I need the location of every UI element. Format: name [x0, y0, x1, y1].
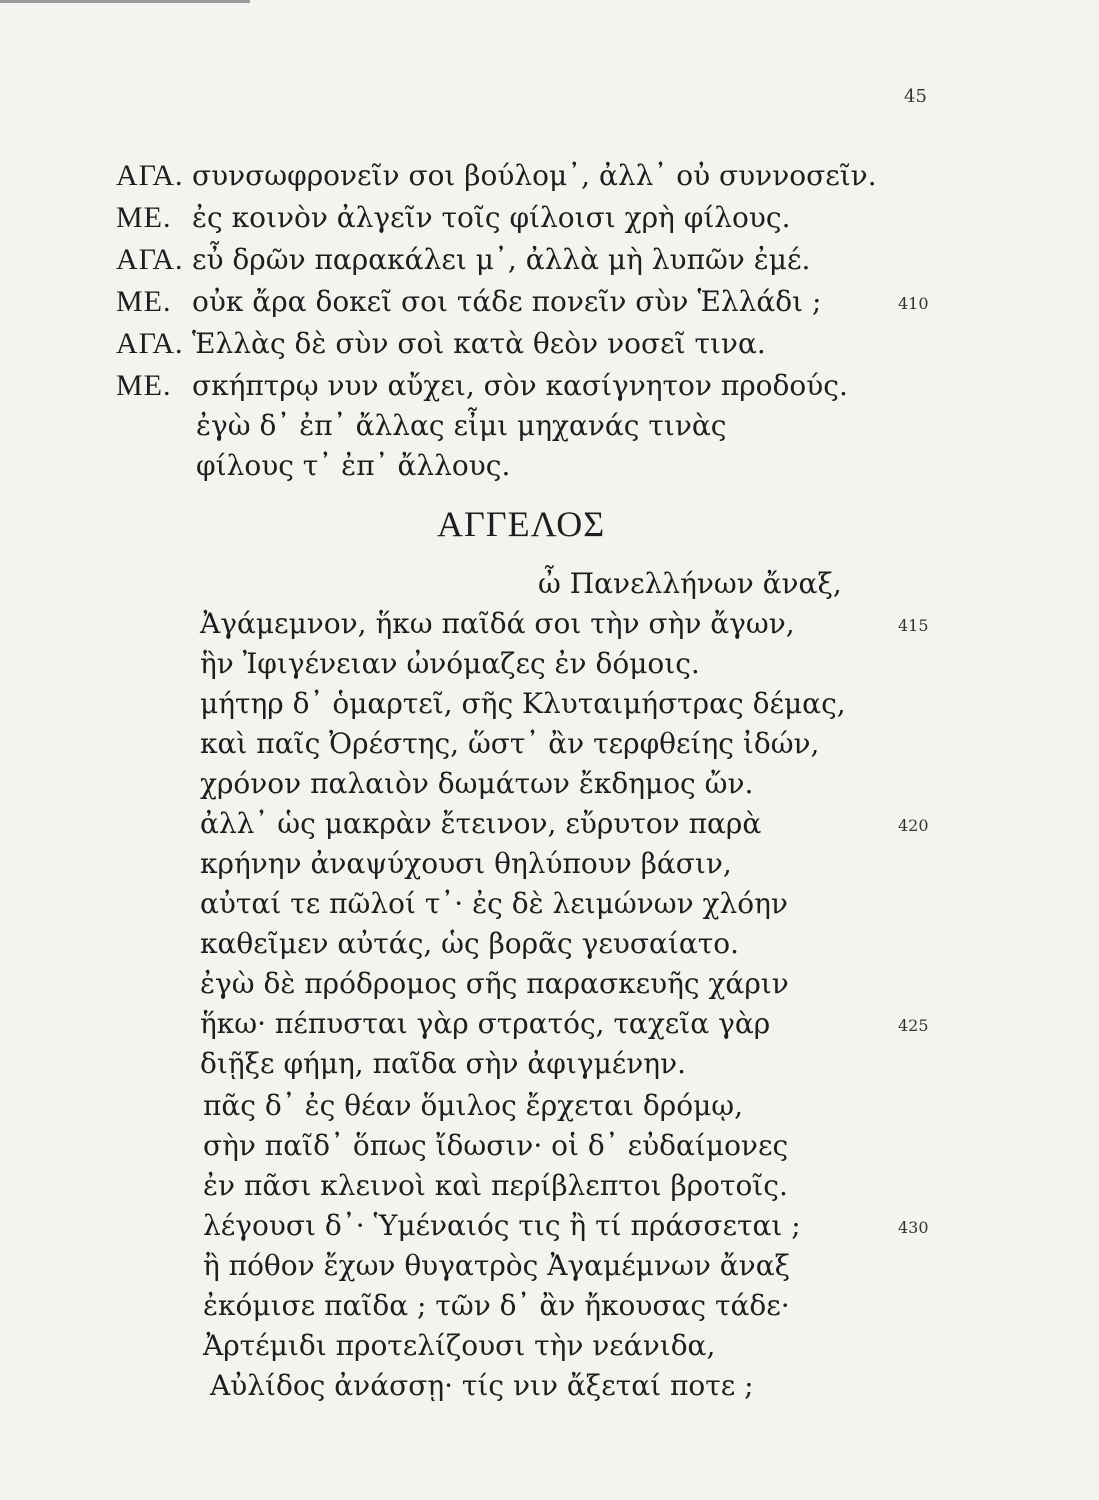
verse-line: σὴν παῖδ᾽ ὅπως ἴδωσιν· οἱ δ᾽ εὐδαίμονες	[203, 1129, 789, 1162]
top-rule	[0, 0, 250, 3]
verse-line: Ἀρτέμιδι προτελίζουσι τὴν νεάνιδα,	[203, 1329, 716, 1362]
speaker-label: ΑΓΑ.	[116, 327, 184, 360]
speaker-label: ΑΓΑ.	[116, 243, 184, 276]
verse-line: λέγουσι δ᾽· Ὑμέναιός τις ἢ τί πράσσεται ;	[203, 1209, 801, 1242]
line-number: 420	[898, 816, 929, 835]
line-number: 430	[898, 1218, 929, 1237]
section-heading: ΑΓΓΕΛΟΣ	[437, 504, 606, 544]
verse-line: διῇξε φήμη, παῖδα σὴν ἀφιγμένην.	[200, 1047, 687, 1080]
page-number: 45	[904, 86, 927, 107]
speaker-label: ΜΕ.	[116, 201, 172, 234]
speaker-label: ΜΕ.	[116, 285, 172, 318]
verse-line: αὐταί τε πῶλοί τ᾽· ἐς δὲ λειμώνων χλόην	[200, 887, 788, 920]
verse-line: φίλους τ᾽ ἐπ᾽ ἄλλους.	[196, 449, 511, 482]
verse-line: ἢ πόθον ἔχων θυγατρὸς Ἀγαμέμνων ἄναξ	[203, 1249, 791, 1282]
verse-line: καὶ παῖς Ὀρέστης, ὥστ᾽ ἂν τερφθείης ἰδών,	[200, 727, 820, 760]
verse-line: εὖ δρῶν παρακάλει μ᾽, ἀλλὰ μὴ λυπῶν ἐμέ.	[192, 243, 811, 276]
speaker-label: ΜΕ.	[116, 369, 172, 402]
verse-line: χρόνον παλαιὸν δωμάτων ἔκδημος ὤν.	[200, 767, 754, 800]
verse-line: Αὐλίδος ἀνάσσῃ· τίς νιν ἄξεταί ποτε ;	[210, 1369, 754, 1402]
verse-line: Ἀγάμεμνον, ἥκω παῖδά σοι τὴν σὴν ἄγων,	[200, 607, 795, 640]
line-number: 410	[898, 294, 929, 313]
verse-line: ὦ Πανελλήνων ἄναξ,	[538, 567, 842, 600]
verse-line: οὐκ ἄρα δοκεῖ σοι τάδε πονεῖν σὺν Ἑλλάδι ;	[192, 285, 822, 318]
verse-line: ἐς κοινὸν ἀλγεῖν τοῖς φίλοισι χρὴ φίλους.	[192, 201, 791, 234]
verse-line: Ἑλλὰς δὲ σὺν σοὶ κατὰ θεὸν νοσεῖ τινα.	[192, 327, 766, 360]
verse-line: ἐκόμισε παῖδα ; τῶν δ᾽ ἂν ἤκουσας τάδε·	[203, 1289, 790, 1322]
verse-line: ἐγὼ δ᾽ ἐπ᾽ ἄλλας εἶμι μηχανάς τινὰς	[196, 409, 727, 442]
verse-line: μήτηρ δ᾽ ὁμαρτεῖ, σῆς Κλυταιμήστρας δέμας,	[200, 687, 846, 720]
verse-line: ἥκω· πέπυσται γὰρ στρατός, ταχεῖα γὰρ	[200, 1007, 771, 1040]
speaker-label: ΑΓΑ.	[116, 159, 184, 192]
verse-line: συνσωφρονεῖν σοι βούλομ᾽, ἀλλ᾽ οὐ συννοσεῖν.	[192, 159, 877, 192]
verse-line: ἣν Ἰφιγένειαν ὠνόμαζες ἐν δόμοις.	[200, 647, 700, 680]
verse-line: καθεῖμεν αὐτάς, ὡς βορᾶς γευσαίατο.	[200, 927, 740, 960]
line-number: 425	[898, 1016, 929, 1035]
verse-line: πᾶς δ᾽ ἐς θέαν ὅμιλος ἔρχεται δρόμῳ,	[203, 1089, 744, 1122]
verse-line: ἀλλ᾽ ὡς μακρὰν ἔτεινον, εὔρυτον παρὰ	[200, 807, 762, 840]
verse-line: ἐγὼ δὲ πρόδρομος σῆς παρασκευῆς χάριν	[200, 967, 789, 1000]
verse-line: ἐν πᾶσι κλεινοὶ καὶ περίβλεπτοι βροτοῖς.	[203, 1169, 788, 1202]
verse-line: σκήπτρῳ νυν αὔχει, σὸν κασίγνητον προδούς.	[192, 369, 848, 402]
line-number: 415	[898, 616, 929, 635]
verse-line: κρήνην ἀναψύχουσι θηλύπουν βάσιν,	[200, 847, 732, 880]
